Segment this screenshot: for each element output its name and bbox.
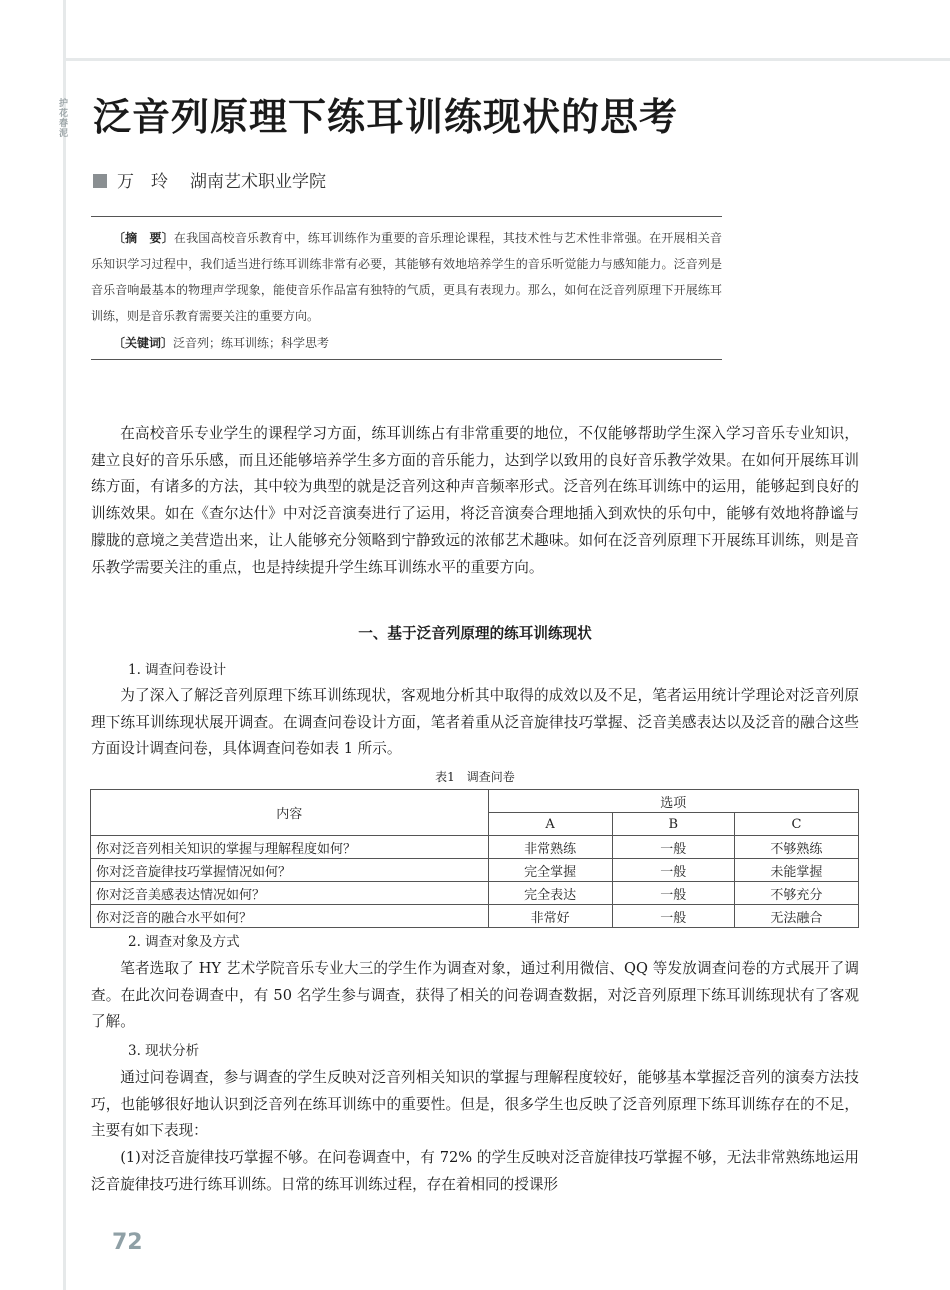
option-c-cell: 不够熟练 <box>734 836 858 859</box>
article-title: 泛音列原理下练耳训练现状的思考 <box>93 94 679 139</box>
question-cell: 你对泛音列相关知识的掌握与理解程度如何？ <box>91 836 489 859</box>
option-b-cell: 一般 <box>612 859 734 882</box>
question-cell: 你对泛音旋律技巧掌握情况如何？ <box>91 859 489 882</box>
table-header-row <box>91 790 859 813</box>
author-name: 万 玲 <box>117 172 168 192</box>
question-cell: 你对泛音的融合水平如何？ <box>91 905 489 928</box>
abstract-label: 〔摘 要〕 <box>113 231 174 245</box>
option-a-cell: 完全掌握 <box>488 859 612 882</box>
column-label: 护花春泥 <box>57 98 67 138</box>
option-c-cell: 未能掌握 <box>734 859 858 882</box>
option-b-cell: 一般 <box>612 882 734 905</box>
option-b-cell: 一般 <box>612 905 734 928</box>
option-c-cell: 无法融合 <box>734 905 858 928</box>
table-row <box>91 836 859 859</box>
option-a-cell: 完全表达 <box>488 882 612 905</box>
option-label-c: C <box>734 813 858 836</box>
status-analysis-paragraph: 通过问卷调查，参与调查的学生反映对泛音列相关知识的掌握与理解程度较好，能够基本掌握泛音列的演奏方法技巧，也能够很好地认识到泛音列在练耳训练中的重要性。但是，很多学生也反映了泛音列原理下练耳训练存在的不足，主要有如下表现： <box>91 1069 859 1140</box>
header-options: 选项 <box>488 790 858 813</box>
table-caption: 表1 调查问卷 <box>435 770 515 784</box>
point-1-paragraph: (1)对泛音旋律技巧掌握不够。在问卷调查中，有 72% 的学生反映对泛音旋律技巧掌握不够，无法非常熟练地运用泛音旋律技巧进行练耳训练。日常的练耳训练过程，存在着相同的授课形 <box>91 1149 859 1193</box>
header-content: 内容 <box>91 790 489 836</box>
table-row <box>91 882 859 905</box>
option-a-cell: 非常好 <box>488 905 612 928</box>
option-a-cell: 非常熟练 <box>488 836 612 859</box>
subheading-status-analysis: 3. 现状分析 <box>128 1043 200 1059</box>
survey-design-paragraph: 为了深入了解泛音列原理下练耳训练现状，客观地分析其中取得的成效以及不足，笔者运用统计学理论对泛音列原理下练耳训练现状展开调查。在调查问卷设计方面，笔者着重从泛音旋律技巧掌握、泛音美感表达以及泛音的融合这些方面设计调查问卷，具体调查问卷如表 1 所示。 <box>91 687 859 758</box>
keywords-label: 〔关键词〕 <box>113 336 174 350</box>
table-row <box>91 905 859 928</box>
keywords <box>113 333 329 353</box>
abstract-text: 在我国高校音乐教育中，练耳训练作为重要的音乐理论课程，其技术性与艺术性非常强。在开展相关音乐知识学习过程中，我们适当进行练耳训练非常有必要，其能够有效地培养学生的音乐听觉能力与感知能力。泛音列是音乐音响最基本的物理声学现象，能使音乐作品富有独特的气质，更具有表现力。那么，如何在泛音列原理下开展练耳训练，则是音乐教育需要关注的重要方向。 <box>91 231 722 323</box>
abstract <box>91 225 722 329</box>
page-frame-horizontal-rule <box>63 58 950 61</box>
square-bullet-icon <box>93 174 107 188</box>
table-row <box>91 859 859 882</box>
subheading-survey-design: 1. 调查问卷设计 <box>128 662 227 678</box>
option-label-a: A <box>488 813 612 836</box>
option-b-cell: 一般 <box>612 836 734 859</box>
page-frame-vertical-rule <box>63 0 66 1290</box>
author-line <box>93 167 326 192</box>
survey-subjects-paragraph: 笔者选取了 HY 艺术学院音乐专业大三的学生作为调查对象，通过利用微信、QQ 等发放调查问卷的方式展开了调查。在此次问卷调查中，有 50 名学生参与调查，获得了相关的问卷调查数据，对泛音列原理下练耳训练现状有了客观了解。 <box>91 960 859 1031</box>
option-c-cell: 不够充分 <box>734 882 858 905</box>
intro-paragraph: 在高校音乐专业学生的课程学习方面，练耳训练占有非常重要的地位，不仅能够帮助学生深入学习音乐专业知识，建立良好的音乐乐感，而且还能够培养学生多方面的音乐能力，达到学以致用的良好音乐教学效果。在如何开展练耳训练方面，有诸多的方法，其中较为典型的就是泛音列这种声音频率形式。泛音列在练耳训练中的运用，能够起到良好的训练效果。如在《查尔达什》中对泛音演奏进行了运用，将泛音演奏合理地插入到欢快的乐句中，能够有效地将静谧与朦胧的意境之美营造出来，让人能够充分领略到宁静致远的浓郁艺术趣味。如何在泛音列原理下开展练耳训练，则是音乐教学需要关注的重点，也是持续提升学生练耳训练水平的重要方向。 <box>91 425 859 576</box>
abstract-box <box>91 216 722 360</box>
section-heading: 一、基于泛音列原理的练耳训练现状 <box>358 625 592 642</box>
survey-table <box>90 789 859 928</box>
keywords-text: 泛音列；练耳训练；科学思考 <box>173 336 330 350</box>
subheading-survey-subjects: 2. 调查对象及方式 <box>128 934 240 950</box>
page-number: 72 <box>112 1230 143 1255</box>
question-cell: 你对泛音美感表达情况如何？ <box>91 882 489 905</box>
option-label-b: B <box>612 813 734 836</box>
author-affiliation: 湖南艺术职业学院 <box>190 172 326 192</box>
